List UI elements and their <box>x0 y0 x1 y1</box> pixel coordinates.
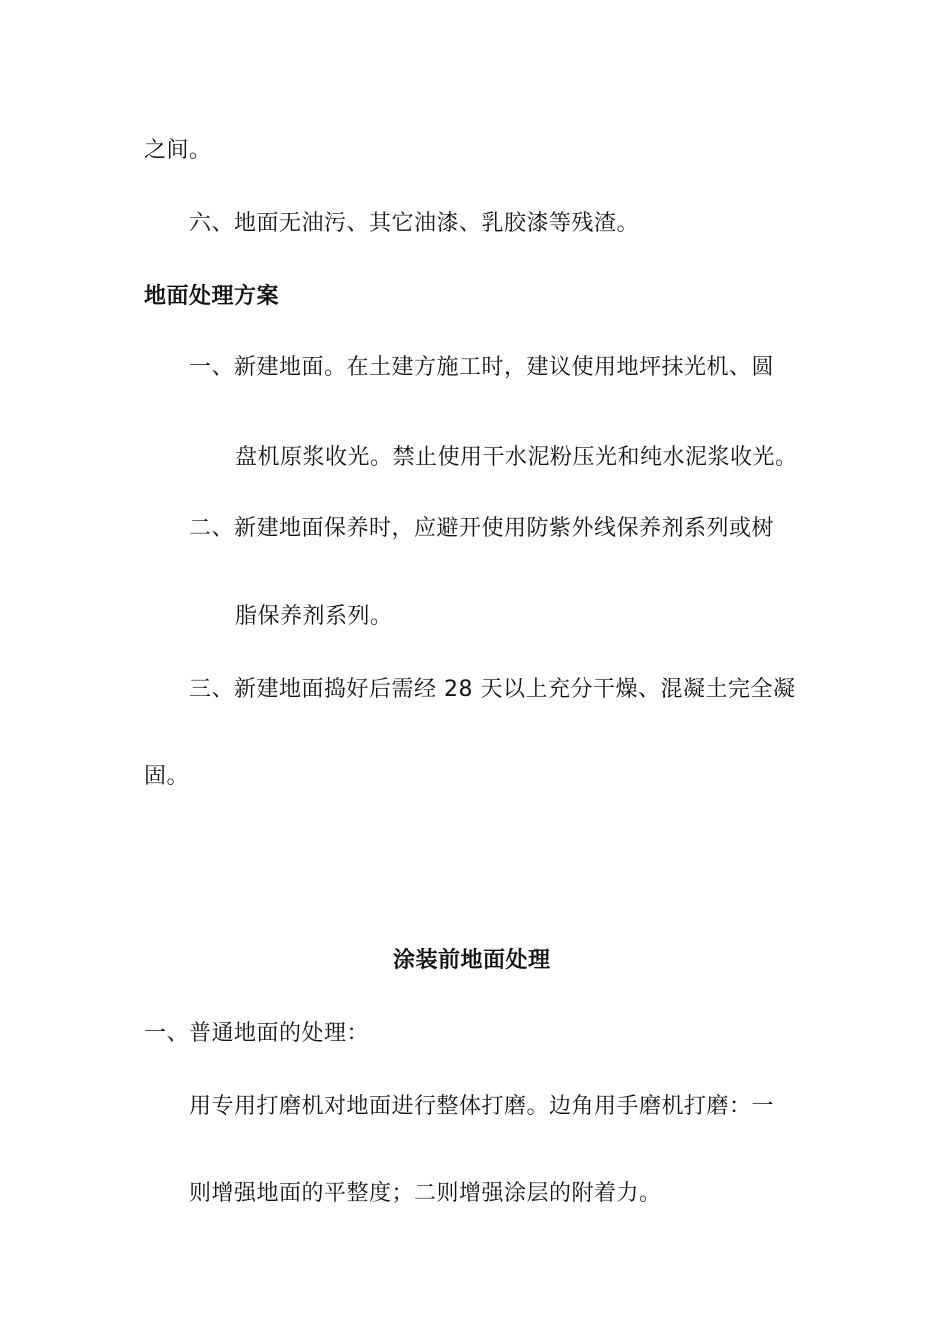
text-line: 六、地面无油污、其它油漆、乳胶漆等残渣。 <box>189 211 640 236</box>
text-line: 则增强地面的平整度；二则增强涂层的附着力。 <box>189 1181 662 1206</box>
text-line: 二、新建地面保养时，应避开使用防紫外线保养剂系列或树 <box>189 516 775 541</box>
text-line: 用专用打磨机对地面进行整体打磨。边角用手磨机打磨：一 <box>189 1094 775 1119</box>
text-line: 盘机原浆收光。禁止使用干水泥粉压光和纯水泥浆收光。 <box>235 445 798 470</box>
section-heading: 地面处理方案 <box>144 284 280 309</box>
text-line: 一、新建地面。在土建方施工时，建议使用地坪抹光机、圆 <box>189 355 775 380</box>
text-line: 一、普通地面的处理： <box>144 1021 370 1046</box>
text-line: 固。 <box>144 764 190 789</box>
text-line: 之间。 <box>144 138 212 163</box>
section-title: 涂装前地面处理 <box>393 948 551 973</box>
text-line: 脂保养剂系列。 <box>235 604 393 629</box>
text-line: 三、新建地面捣好后需经 28 天以上充分干燥、混凝土完全凝 <box>189 677 796 702</box>
